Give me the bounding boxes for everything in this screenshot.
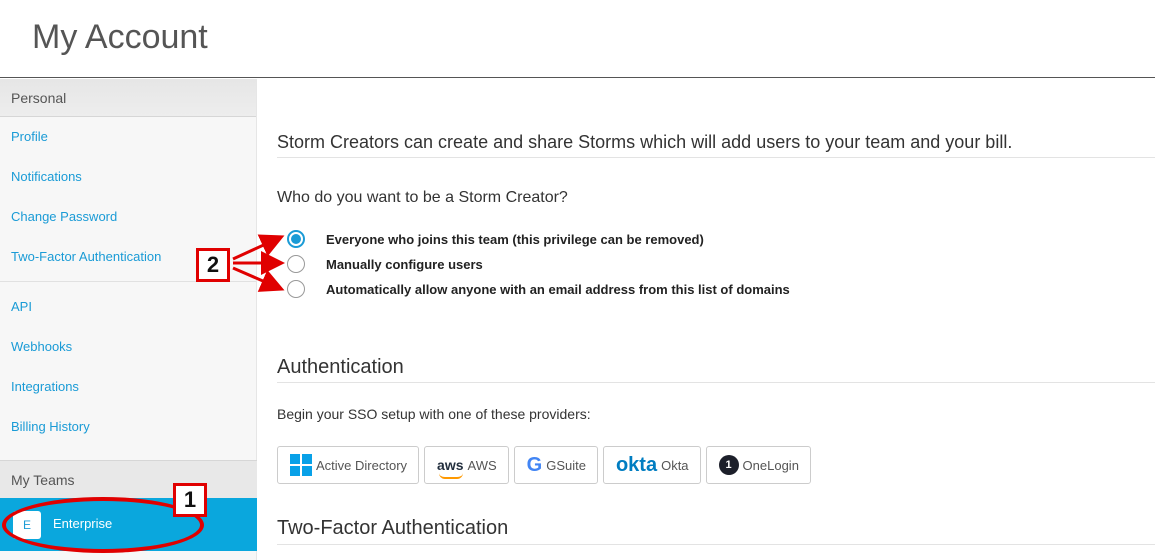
okta-icon: okta: [615, 453, 658, 476]
sidebar-item-api[interactable]: API: [11, 299, 32, 314]
sidebar-item-integrations[interactable]: Integrations: [11, 379, 79, 394]
onelogin-icon: 1: [719, 455, 739, 475]
annotation-marker-2: 2: [196, 248, 230, 282]
okta-label: Okta: [661, 457, 689, 473]
aws-icon: aws: [437, 457, 464, 473]
option-everyone-label: Everyone who joins this team (this privilege can be removed): [326, 231, 704, 247]
option-domains-label: Automatically allow anyone with an email address from this list of domains: [326, 281, 790, 297]
team-avatar: E: [13, 511, 41, 539]
option-manual-label: Manually configure users: [326, 256, 483, 272]
sidebar-item-change-password[interactable]: Change Password: [11, 209, 118, 224]
sidebar-item-webhooks[interactable]: Webhooks: [11, 339, 73, 354]
sidebar-item-two-factor-authentication[interactable]: Two-Factor Authentication: [11, 249, 162, 264]
sidebar-item-profile[interactable]: Profile: [11, 129, 48, 144]
sidebar-item-billing-history[interactable]: Billing History: [11, 419, 90, 434]
annotation-arrow-3: [233, 268, 279, 288]
two-factor-heading: Two-Factor Authentication: [277, 517, 509, 539]
team-name: Enterprise: [53, 516, 113, 531]
sidebar-section-personal: Personal: [0, 79, 256, 117]
google-icon: G: [526, 453, 543, 476]
gsuite-label: GSuite: [546, 457, 586, 473]
aws-label: AWS: [467, 457, 497, 473]
sso-description: Begin your SSO setup with one of these providers:: [277, 406, 591, 422]
annotation-arrow-1: [233, 238, 279, 259]
sidebar-item-notifications[interactable]: Notifications: [11, 169, 82, 184]
annotation-marker-1: 1: [173, 483, 207, 517]
active-directory-label: Active Directory: [316, 457, 408, 473]
page-title: My Account: [32, 18, 208, 56]
onelogin-label: OneLogin: [742, 457, 799, 473]
storm-creator-question: Who do you want to be a Storm Creator?: [277, 189, 568, 206]
storm-creators-description: Storm Creators can create and share Storms which will add users to your team and your bill.: [277, 132, 1013, 152]
authentication-heading: Authentication: [277, 356, 404, 378]
sidebar-section-my-teams: My Teams: [0, 460, 257, 498]
